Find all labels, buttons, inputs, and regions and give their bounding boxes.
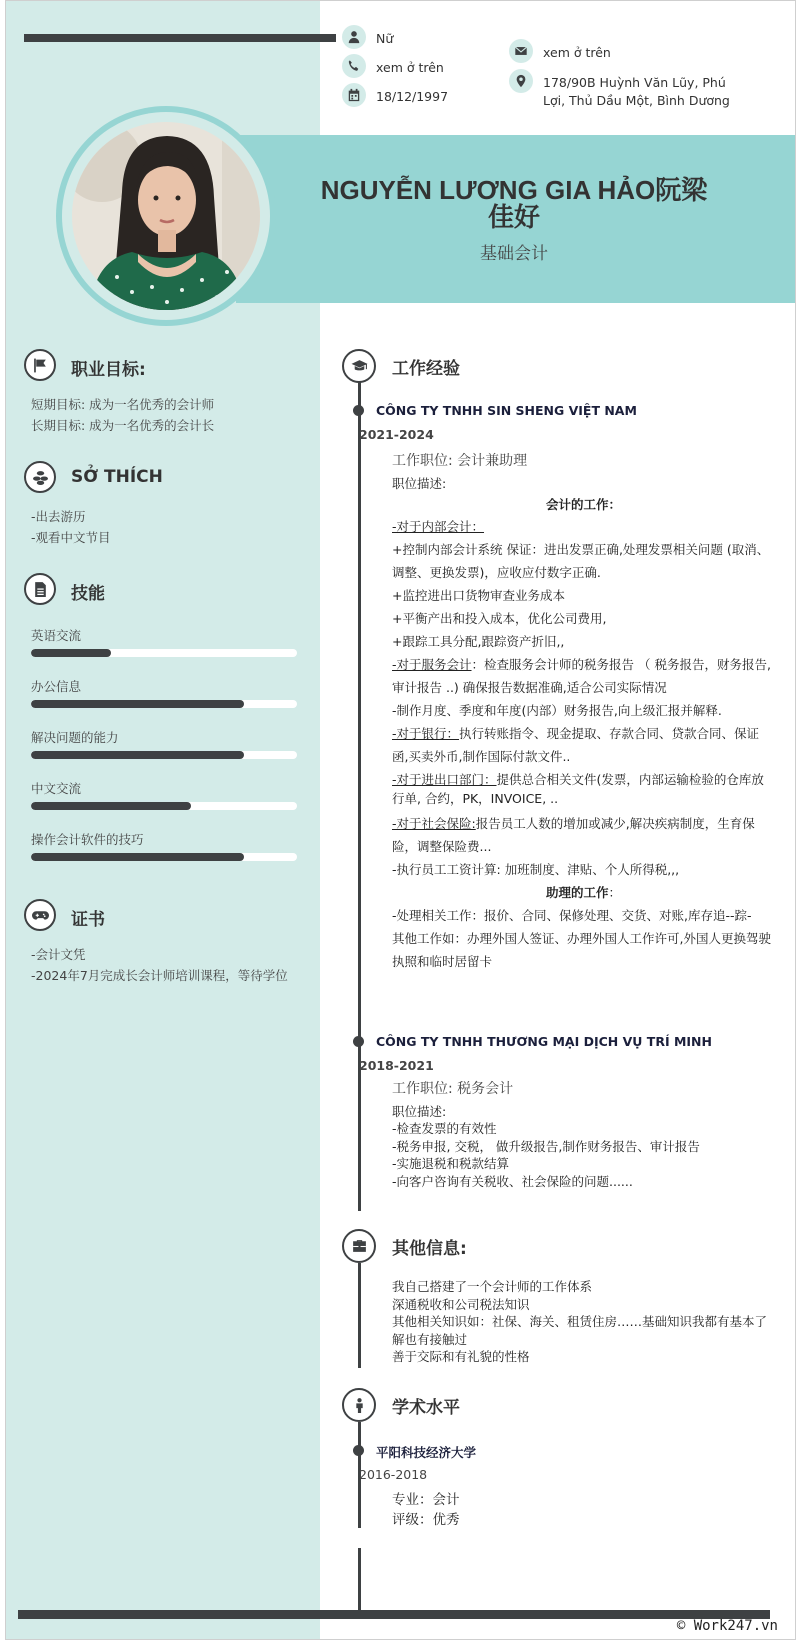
certificates-text: -会计文凭 -2024年7月完成长会计师培训课程，等待学位 xyxy=(31,947,288,983)
duty-item: 其他工作如：办理外国人签证、办理外国人工作许可,外国人更换驾驶执照和临时居留卡 xyxy=(392,931,771,969)
skills-title: 技能 xyxy=(71,584,105,604)
footer-credit: © Work247.vn xyxy=(676,1618,778,1634)
job-desc-label: 职位描述: xyxy=(392,476,447,491)
profile-photo xyxy=(72,122,260,310)
experience-title: 工作经验 xyxy=(392,359,460,379)
job-position: 工作职位: 税务会计 xyxy=(392,1081,514,1097)
resume-page xyxy=(5,0,796,1640)
timeline-dot xyxy=(353,405,364,416)
skill-name: 中文交流 xyxy=(31,781,82,796)
duty-item: -对于银行：执行转账指令、现金提取、存款合同、贷款合同、保证函,买卖外币,制作国际付款文件.. xyxy=(392,726,760,764)
skill-name: 英语交流 xyxy=(31,628,82,643)
skill-bar-fill xyxy=(31,853,244,861)
contact-gender xyxy=(342,25,393,49)
contact-phone xyxy=(342,54,444,78)
email-text: xem ở trên xyxy=(543,45,611,60)
photo-frame xyxy=(56,106,276,326)
envelope-icon xyxy=(509,39,533,63)
person-icon xyxy=(342,25,366,49)
school-name: 平阳科技经济大学 xyxy=(376,1445,477,1460)
duty-item: +跟踪工具分配,跟踪资产折旧,, xyxy=(392,634,565,649)
dob-text: 18/12/1997 xyxy=(376,89,449,104)
skill-name: 办公信息 xyxy=(31,679,82,694)
objective-title: 职业目标: xyxy=(71,360,146,380)
duty-item: -制作月度、季度和年度(内部）财务报告,向上级汇报并解释. xyxy=(392,703,722,718)
job-period: 2021-2024 xyxy=(359,427,434,442)
duty-item: -处理相关工作：报价、合同、保修处理、交货、对账,库存追--踪- xyxy=(392,908,752,923)
job1-details xyxy=(392,450,775,973)
hobbies-text: -出去游历 -观看中文节目 xyxy=(31,509,111,545)
assistant-heading: 助理的工作： xyxy=(545,885,622,900)
job-desc-label: 职位描述: xyxy=(392,1103,447,1119)
timeline-line xyxy=(358,1548,361,1611)
job-period: 2018-2021 xyxy=(359,1058,434,1073)
briefcase-icon xyxy=(342,1229,376,1263)
job2-details xyxy=(392,1081,775,1190)
duty-item: -实施退税和税款结算 xyxy=(392,1156,510,1171)
company-name: CÔNG TY TNHH SIN SHENG VIỆT NAM xyxy=(376,403,637,418)
skill-bar xyxy=(31,649,297,657)
graduation-cap-icon xyxy=(342,349,376,383)
skill-bar xyxy=(31,751,297,759)
internal-label: -对于内部会计： xyxy=(392,519,485,534)
phone-icon xyxy=(342,54,366,78)
skill-bar xyxy=(31,853,297,861)
duty-item: -向客户咨询有关税收、社会保险的问题...... xyxy=(392,1173,633,1189)
skill-bar-fill xyxy=(31,649,111,657)
timeline-line xyxy=(358,381,361,1211)
address-text: 178/90B Huỳnh Văn Lũy, Phú Lợi, Thủ Dầu Một, Bình Dương xyxy=(543,75,730,108)
other-info-title: 其他信息: xyxy=(392,1239,467,1259)
skill-name: 解决问题的能力 xyxy=(31,730,119,745)
other-info-text: 我自己搭建了一个会计师的工作体系 深通税收和公司税法知识 其他相关知识如：社保、海关、租赁住房……基础知识我都有基本了解也有接触过 善于交际和有礼貌的性格 xyxy=(392,1279,768,1364)
job-position: 工作职位: 会计兼助理 xyxy=(392,453,528,469)
contact-email xyxy=(509,39,611,63)
certificates-title: 证书 xyxy=(71,910,105,930)
coins-icon xyxy=(24,461,56,493)
objective-text: 短期目标: 成为一名优秀的会计师 长期目标: 成为一名优秀的会计长 xyxy=(31,397,215,433)
contact-dob xyxy=(342,83,448,107)
duty-item: +控制内部会计系统 保证：进出发票正确,处理发票相关问题 (取消、调整、更换发票)，应收应付数字正确. xyxy=(392,542,770,580)
education-title: 学术水平 xyxy=(392,1398,460,1418)
timeline-line xyxy=(358,1263,361,1368)
skill-bar xyxy=(31,802,297,810)
bottom-decor-bar xyxy=(18,1610,770,1619)
duty-item: +平衡产出和投入成本，优化公司费用, xyxy=(392,611,607,626)
flag-icon xyxy=(24,349,56,381)
top-decor-bar xyxy=(24,34,336,42)
skill-bar-fill xyxy=(31,751,244,759)
gender-text: Nữ xyxy=(376,31,394,46)
candidate-name: NGUYỄN LƯƠNG GIA HẢO阮梁 佳好 xyxy=(320,175,708,232)
duty-item: -对于社会保险:报告员工人数的增加或减少,解决疾病制度，生育保险，调整保险费... xyxy=(392,816,755,854)
accounting-heading: 会计的工作： xyxy=(545,497,621,512)
calendar-icon xyxy=(342,83,366,107)
education-period: 2016-2018 xyxy=(359,1467,428,1482)
skill-bar xyxy=(31,700,297,708)
contact-address xyxy=(509,69,730,110)
candidate-role: 基础会计 xyxy=(480,244,548,264)
duty-item: -检查发票的有效性 xyxy=(392,1121,497,1136)
duty-item: +监控进出口货物审查业务成本 xyxy=(392,588,565,603)
education-details: 专业：会计 评级：优秀 xyxy=(392,1492,460,1528)
document-icon xyxy=(24,573,56,605)
duty-item: -对于服务会计：检查服务会计师的税务报告 （ 税务报告，财务报告,审计报告 ..) 确保报告数据准确,适合公司实际情况 xyxy=(392,657,771,695)
map-pin-icon xyxy=(509,69,533,93)
duty-item: -执行员工工资计算: 加班制度、津贴、个人所得税,,, xyxy=(392,862,680,877)
graduate-person-icon xyxy=(342,1388,376,1422)
timeline-dot xyxy=(353,1036,364,1047)
company-name: CÔNG TY TNHH THƯƠNG MẠI DỊCH VỤ TRÍ MINH xyxy=(376,1034,712,1049)
gamepad-icon xyxy=(24,899,56,931)
phone-text: xem ở trên xyxy=(376,60,444,75)
hobbies-title: SỞ THÍCH xyxy=(71,467,163,487)
skill-bar-fill xyxy=(31,802,191,810)
timeline-dot xyxy=(353,1445,364,1456)
duty-item: -税务申报, 交税， 做升级报告,制作财务报告、审计报告 xyxy=(392,1138,700,1154)
skill-bar-fill xyxy=(31,700,244,708)
duty-item: -对于进出口部门：提供总合相关文件(发票，内部运输检验的仓库放行单, 合约，PK，INVOICE, .. xyxy=(392,772,764,806)
skill-name: 操作会计软件的技巧 xyxy=(31,832,144,847)
